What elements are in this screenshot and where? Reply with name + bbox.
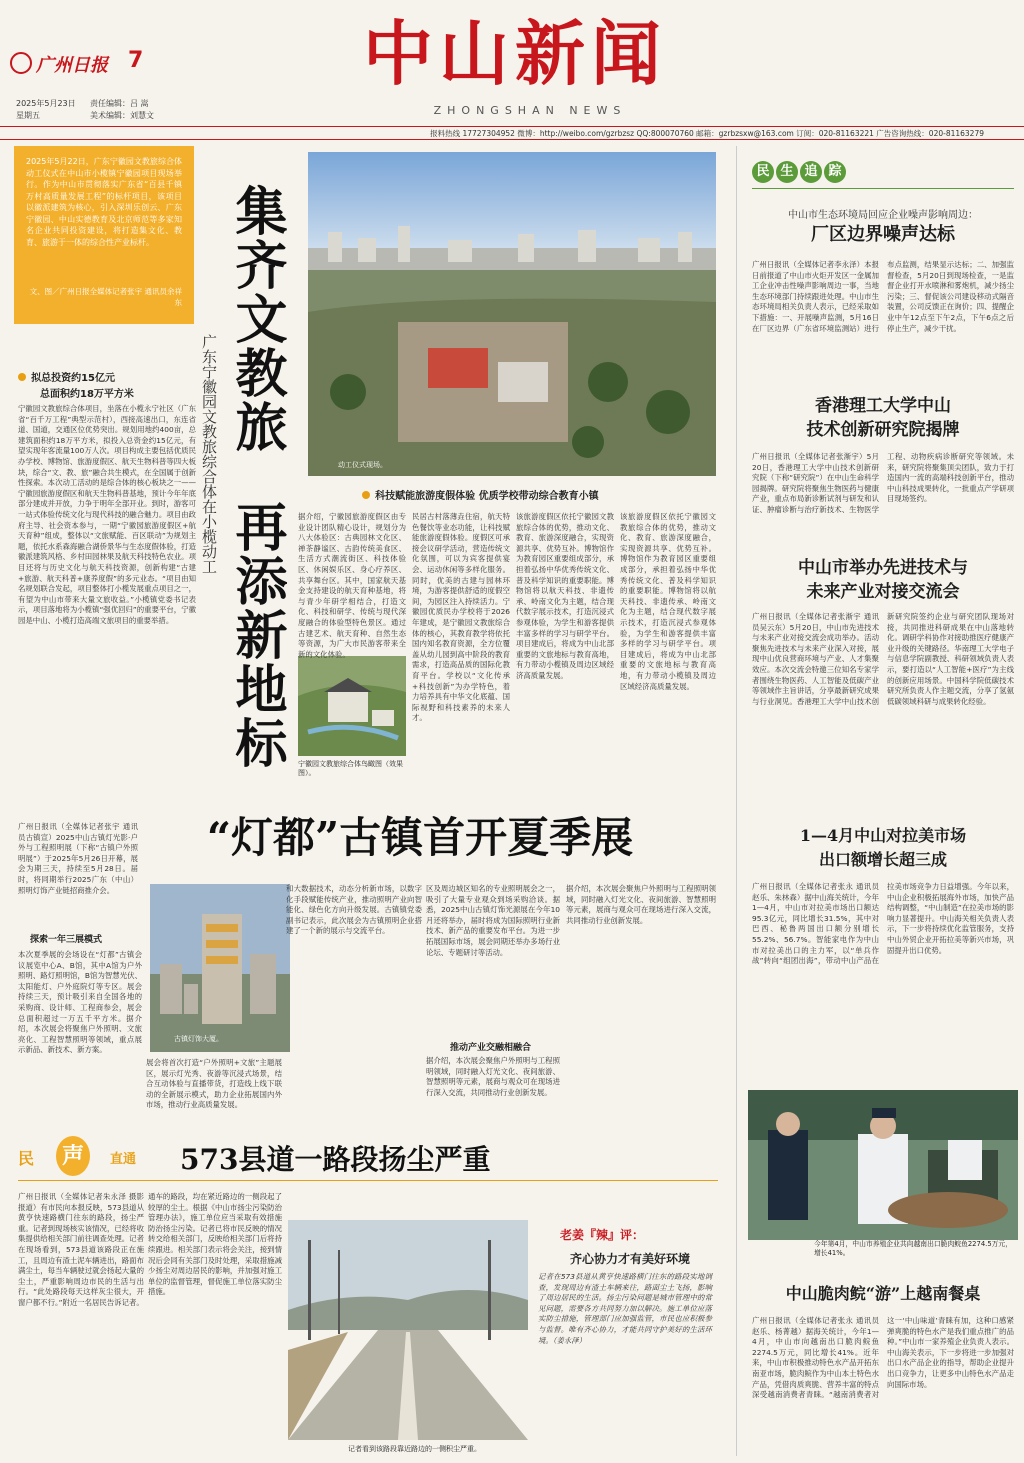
fish-inspection-image [748, 1090, 1018, 1240]
forum-headline-1: 中山市举办先进技术与 [798, 558, 968, 578]
export-headline-1: 1—4月中山对拉美市场 [799, 826, 967, 845]
denglu-photo [150, 884, 290, 1052]
minsheng-tag [752, 160, 848, 186]
zhitong-banner [18, 1136, 168, 1176]
polyu-headline-1: 香港理工大学中山 [815, 396, 951, 416]
lamp-tower-image [150, 884, 290, 1052]
lead-photo2-caption: 宁徽园文教旅综合体鸟瞰图（效果图）。 [298, 760, 403, 777]
art-editor-credit: 美术编辑：刘慧文 [90, 111, 154, 120]
zhitong-tag-3: 直通 [110, 1152, 137, 1167]
lead-section-heading [362, 484, 712, 502]
comment-body: 记者在573县道从黄亨快速路横门往东的路段实地调查，发现周边有渣土车辆来往，路面尘土飞扬，影响了周边居民的生活。扬尘污染问题是城市管理中的常见问题，需要各方共同努力加以解决。施工单位应落实防尘措施，管理部门应加强监管，市民也应积极参与监督。唯有齐心协力，才能共同守护美好的生活环境。（姜永泽） [538, 1272, 712, 1345]
minsheng-rule [752, 188, 1014, 189]
export-photo [748, 1090, 1018, 1257]
polyu-headline-2: 技术创新研究院揭牌 [806, 420, 960, 440]
denglu-col4b: 据介绍，本次展会聚焦户外照明与工程照明领域，同时融入灯光文化、夜间旅游、智慧照明等元素，展商与观众可在现场进行深入交流，共同推动行业创新发展。 [426, 1056, 560, 1097]
lead-author: 文、图／广州日报全媒体记者张宇 通讯员余祥东 [29, 287, 182, 307]
info-bar [0, 126, 1024, 140]
newspaper-name: 广州日报 [36, 55, 108, 76]
polyu-body: 广州日报讯（全媒体记者张渐宇）5月20日，香港理工大学中山技术创新研究院（下称“研究院”）在中山生命科学园揭牌。研究院将聚焦生物医药与健康产业，重点布局新诊断试剂与研发和认证、肿瘤诊断与治疗新技术、生物医学工程、动物疾病诊断研究等领域。未来，研究院将聚集顶尖团队，致力于打造国内一流的高端科技创新平台，推动中山科技成果转化，一批重点产学研项目现场签约。 [752, 452, 1014, 514]
masthead [0, 0, 1024, 140]
editor-credit: 责任编辑：吕 嵩 [90, 99, 149, 108]
denglu-headline: “灯都”古镇首开夏季展 [206, 813, 634, 862]
denglu-sub2: 推动产业交融相融合 [450, 1043, 532, 1053]
lead-sub-a: 拟总投资约15亿元 [31, 373, 116, 384]
lead-section-text: 科技赋能旅游度假体验 优质学校带动综合教育小镇 [375, 491, 599, 502]
column-divider [736, 146, 737, 1456]
lead-col1: 宁徽园文教旅综合体项目，坐落在小榄永宁社区（广东省“百千万工程”典型示范村），西接高速出口，东连省道、国道，交通区位优势突出。规划用地约400亩，总建筑面积约18万平方米，拟投入总资金约15亿元，有望实现年客流量100万人次。项目构成主要包括优质民办学校、博物馆、旅游度假区、航天生物科普等四大板块，综合“文、教、旅”融合共生模式，在全国属于创新性探索。本次动工活动的是综合体的核心板块之一——宁徽园旅游度假区和航天生物科普基地，预计今年年底部分建成并开放，力争于明年全部开业。到时，游客可一站式体验传统文化与现代科技的融合魅力。项目由政府主导、社会资本参与，一期“宁徽园旅游度假区+航天育种”组成，整体以“文旅赋能、百区联动”为规划主题，依托水系森海融合湖侨景华与生态度假体验，打造徽派建筑风格、乡村田园林果及航天科技特色农业。项目还将与历史文化与航天科技资源，创新构建“古建+旅游、航天科普+康养度假”的多元业态。“项目由知名规划联合发起，项目整体打小榄发展重点项目之一，有望为中山市带来大量文旅收益。”小榄镇党委书记表示，项目落地将为小榄镇“强优回归”的重要平台，宁徽园是中山、小榄打造高端文旅项目的重要举措。 [18, 404, 196, 625]
minsheng-tag-char-4: 踪 [824, 161, 846, 183]
forum-headline-2: 未来产业对接交流会 [806, 582, 960, 602]
minsheng-tag-char-3: 追 [800, 161, 822, 183]
ceremony-site-image [308, 152, 716, 476]
denglu-col3: 和大数据技术，动态分析新市场，以数字化手段赋能传统产业，推动照明产业向智能化、绿色化方向升级发展。古镇镇党委副书记表示，此次展会为古镇照明企业搭建了一个新的展示与交流平台。 [286, 884, 422, 936]
render-image [298, 656, 406, 756]
lead-headline-2: 再添新地标 [226, 500, 287, 770]
zhitong-photo [288, 1220, 528, 1452]
lead-col5: 该旅游度假区依托宁徽园文教旅综合体的优势，推动文化、教育、旅游深度融合，实现资源共享、优势互补。博物馆作为教育园区重要组成部分，承担着弘扬中华优秀传统文化、普及科学知识的重要职能。博物馆将以航天科技、非遗传承、岭南文化为主题，结合现代数字展示技术，打造沉浸式参观体验，为学生和游客提供丰富多样的学习与研学平台。项目建成后，将成为中山北部重要的文旅地标与教育高地，有力带动小榄镇及周边区域经济高质量发展。 [620, 512, 716, 691]
lead-photo-ceremony [308, 152, 716, 476]
zhitong-headline: 573县道一路段扬尘严重 [180, 1143, 491, 1176]
issue-weekday: 星期五 [16, 111, 40, 120]
info-bar-text: 报料热线 17727304952 微博：http://weibo.com/gzrbzsz QQ:800070760 邮箱：gzrbzsxw@163.com 订阅：020-81163221 广告咨询热线：020-81163279 [430, 129, 984, 138]
denglu-sub1: 探索一年三展模式 [30, 935, 103, 945]
minsheng-headline: 厂区边界噪声达标 [811, 224, 955, 245]
logo-mark-icon [10, 52, 32, 74]
lead-intro: 2025年5月22日，广东宁徽园文教旅综合体动工仪式在中山市小榄镇宁徽园项目现场举行。作为中山市贯彻落实广东省“百县千镇万村高质量发展工程”的标杆项目，该项目以徽派建筑为核心，引入深圳乐创云、广东宁徽园、中山实德教育及北京师范等多家知名企业共同投资建设，将打造集文化、教育、旅游于一体的综合性产业标杆。 [26, 157, 182, 247]
issue-date: 2025年5月23日 [16, 99, 76, 108]
dusty-road-image [288, 1220, 528, 1440]
zhitong-tag-1: 民 [18, 1149, 35, 1168]
minsheng-tag-char-2: 生 [776, 161, 798, 183]
zhitong-rule [18, 1180, 718, 1181]
zhitong-tag-2: 声 [56, 1136, 90, 1176]
page-title-en: ZHONGSHAN NEWS [433, 104, 627, 117]
fish-headline: 中山脆肉鲩“游”上越南餐桌 [785, 1284, 981, 1303]
bullet-icon [18, 373, 26, 381]
lead-subtitle: 广东宁徽园文教旅综合体在小榄动工 [200, 334, 218, 574]
minsheng-body: 广州日报讯（全媒体记者李永泽）本报日前报道了中山市火炬开发区一金属加工企业冲击性噪声影响周边一事，当地生态环境部门持续跟进处理。中山市生态环境局相关负责人表示，已经采取如下措施：一、开展噪声监测，5月16日在厂区边界（广东省环境监测站）进行布点监测，结果显示达标；二、加强监督检查，5月20日到现场检查，一是监督企业打开水喷淋和雾炮机，减少扬尘污染；三、督促该公司建设移动式隔音装置，公司反馈正在询价；四、提醒企业中午12点至下午2点，下午6点之后停止生产，减少干扰。 [752, 260, 1014, 333]
denglu-intro: 广州日报讯（全媒体记者张宇 通讯员古镇宣）2025中山古镇灯光影·户外与工程照明展（下称“古镇户外照明展”）于2025年5月26日开幕，展会为期三天，持续至5月28日。届时，将同期举行2025广东（中山）照明灯饰产业链招商推介会。 [18, 822, 138, 895]
comment-title: 齐心协力才有美好环境 [569, 1252, 690, 1266]
page-number: 7 [128, 48, 144, 73]
comment-tag: 老姜『辣』评： [560, 1228, 645, 1242]
lead-col2: 据介绍，宁徽园旅游度假区由专业设计团队精心设计，规划分为八大体验区：古典园林文化区、禅茶静谧区、古韵传统美食区、生活方式潮流街区、科技体验区、休闲娱乐区、身心疗养区、共享舞台区。其中，国家航天基金支持建设的航天育种基地，将与青少年研学相结合，打造文化、科技和研学、传统与现代深度融合的体验型特色景区。通过古建艺术、航天育种、自然生态等资源，为广大市民游客带来全新的文化体验。 [298, 512, 406, 659]
lead-sub-b: 总面积约18万平方米 [40, 389, 134, 400]
zhitong-photo-caption: 记者看到该路段靠近路边的一侧积尘严重。 [348, 1445, 481, 1453]
denglu-photo-caption: 古镇灯饰大厦。 [174, 1035, 223, 1043]
minsheng-tag-char-1: 民 [752, 161, 774, 183]
lead-photo1-caption: 动工仪式现场。 [338, 461, 387, 469]
lead-intro-box [14, 146, 194, 324]
lead-sub-heading [18, 366, 198, 400]
lead-col3: 民居古村落薄垚住宿，航天特色餐饮等业态功能，让科技赋能旅游度假体验。度假区可承接会议研学活动，营造传统文化氛围，可以为宾客提供宴会、运动休闲等多样化服务。同时，优美的古建与园林环境，为游客提供舒适的度假空间，为园区注入持续活力。宁徽园优质民办学校将于2026年建成，是宁徽园文教旅综合体的核心，其教育教学将依托国内知名教育资源，全方位覆盖从幼儿园到高中阶段的教育需求，打造高品质的国际化教育平台。学校以“文化传承+科技创新”为办学特色，着力培养具有中华文化底蕴、国际视野和科技素养的未来人才。 [412, 512, 510, 723]
forum-body: 广州日报讯（全媒体记者张渐宇 通讯员吴云东）5月20日，中山市先进技术与未来产业对接交流会成功举办。活动聚焦先进技术与未来产业深入对接，展现中山优良营商环境与产业、人才集聚效应。本次交流会特邀三位知名专家学者围绕生物医药、人工智能及低碳产业等领域作主旨讲话，分享最新研究成果与行业洞见。香港理工大学中山技术创新研究院签约企业与研究团队现场对接，共同推进科研成果在中山落地转化。调研学科协作对接助推医疗健康产业升级的关键路径。华南理工大学电子与信息学院副教授、科研领域负责人表示，要打造以“人工智能+医疗”为主线的创新应用场景。中国科学院低碳技术研究所负责人作主题交流，分享了氢氨低碳领域科研与成果转化经验。 [752, 612, 1014, 706]
denglu-col2: 展会将首次打造“户外照明+文旅”主题展区，展示灯光秀、夜游等沉浸式场景，结合互动体验与直播带货，打造线上线下联动的全新展示模式，助力企业拓展国内外市场，推动行业高质量发展。 [146, 1058, 282, 1110]
bullet-icon [362, 491, 370, 499]
lead-headline-1: 集齐文教旅 [226, 184, 287, 454]
lead-photo-render [298, 656, 406, 777]
denglu-col1: 本次夏季展的会场设在“灯都”古镇会议展览中心A、B馆，其中A馆为户外照明、路灯照明馆，B馆为智慧光伏、太阳能灯、户外庭院灯等专区。展会持续三天，预计吸引来自全国各地的采购商、设计师、工程商参会，展会总面积超过一万五千平方米。据介绍，本次展会将聚焦户外照明、文旅亮化、工程智慧照明等领域，重点展示新品、新技术、新方案。 [18, 950, 142, 1055]
page-title: 中山新闻 [363, 12, 667, 95]
export-headline-2: 出口额增长超三成 [818, 850, 947, 869]
export-photo-caption: 今年第4月，中山市养殖企业共向越南出口脆肉鲩鱼2274.5万元，增长41%。 [814, 1240, 1013, 1257]
denglu-col5: 据介绍，本次展会聚焦户外照明与工程照明领域，同时融入灯光文化、夜间旅游、智慧照明等元素，展商与观众可在现场进行深入交流，共同推动行业创新发展。 [566, 884, 716, 925]
fish-body: 广州日报讯（全媒体记者张永 通讯员赵乐、杨菁越）据海关统计，今年1—4月，中山市向越南出口脆肉鲩鱼2274.5万元，同比增长41%。近年来，中山市积极推动特色水产品开拓东南亚市场，脆肉鲩作为中山本土特色水产品，凭借肉质爽脆、营养丰富的特点深受越南消费者青睐。“越南消费者对这一‘中山味道’青睐有加，这种口感紧弹爽脆的特色水产是我们重点推广的品种。”中山市一家养殖企业负责人表示。中山海关表示，下一步将进一步加强对出口水产品企业的指导，帮助企业提升出口竞争力，让更多中山特色水产品走向国际市场。 [752, 1316, 1014, 1400]
zhitong-col1: 广州日报讯（全媒体记者朱永泽 摄影报道）有市民向本报反映，573县道从黄亨快速路横门往东的路段，扬尘严重。记者到现场核实该情况，已经将收集提供给相关部门前往调查处理。记者在现场看到，573县道该路段正在施工，且周边有渣土泥车辆进出，路面布满尘土，每当车辆驶过就会扬起大量的尘土，严重影响周边市民的生活与出行。“此处路段每天这样灰尘很大，开窗户都不行。”附近一名居民告诉记者。 [18, 1192, 144, 1307]
export-body: 广州日报讯（全媒体记者张永 通讯员赵乐、朱林森）据中山海关统计，今年1—4月，中山市对拉美市场出口额达95.3亿元，同比增长31.5%，其中对巴西、秘鲁两国出口额分别增长55.2%、56.7%。智能家电作为中山市对拉美出口的主力军，以“单兵作战”转向“组团出海”，带动中山产品在拉美市场竞争力日益增强。今年以来，中山企业积极拓展海外市场，加快产品结构调整，“中山制造”在拉美市场的影响力显著提升。中山海关相关负责人表示，下一步将持续优化监管服务，支持中山外贸企业开拓拉美等新兴市场，巩固提升出口优势。 [752, 882, 1014, 966]
denglu-col4: 区及周边城区知名的专业照明展会之一，吸引了大量专业观众到场采购洽谈。据悉，2025中山古镇灯饰光源展在今年10月还将举办，届时将成为国际照明行业新技术、新产品的重要发布平台。为进一步拓展国际市场，展会同期还举办多场行业论坛、专题研讨等活动。 [426, 884, 560, 957]
newspaper-logo [10, 50, 130, 76]
minsheng-lead: 中山市生态环境局回应企业噪声影响周边： [788, 210, 978, 221]
lead-col4: 该旅游度假区依托宁徽园文教旅综合体的优势，推动文化、教育、旅游深度融合，实现资源共享、优势互补。博物馆作为教育园区重要组成部分，承担着弘扬中华优秀传统文化、普及科学知识的重要职能。博物馆将以航天科技、非遗传承、岭南文化为主题，结合现代数字展示技术，打造沉浸式参观体验，为学生和游客提供丰富多样的学习与研学平台。项目建成后，将成为中山北部重要的文旅地标与教育高地，有力带动小榄镇及周边区域经济高质量发展。 [516, 512, 614, 680]
zhitong-col2: 通车的路段，均在紧近路边的一侧段起了较厚的尘土。根据《中山市扬尘污染防治管理办法》，施工单位应当采取有效措施防治扬尘污染。记者已将市民反映的情况转交给相关部门，反映给相关部门后将持续跟进。相关部门表示将会关注，接到情况后会同有关部门及时处理，采取措施减少扬尘对周边居民的影响，并加强对施工单位的监督管理，督促施工单位落实防尘措施。 [148, 1192, 282, 1297]
